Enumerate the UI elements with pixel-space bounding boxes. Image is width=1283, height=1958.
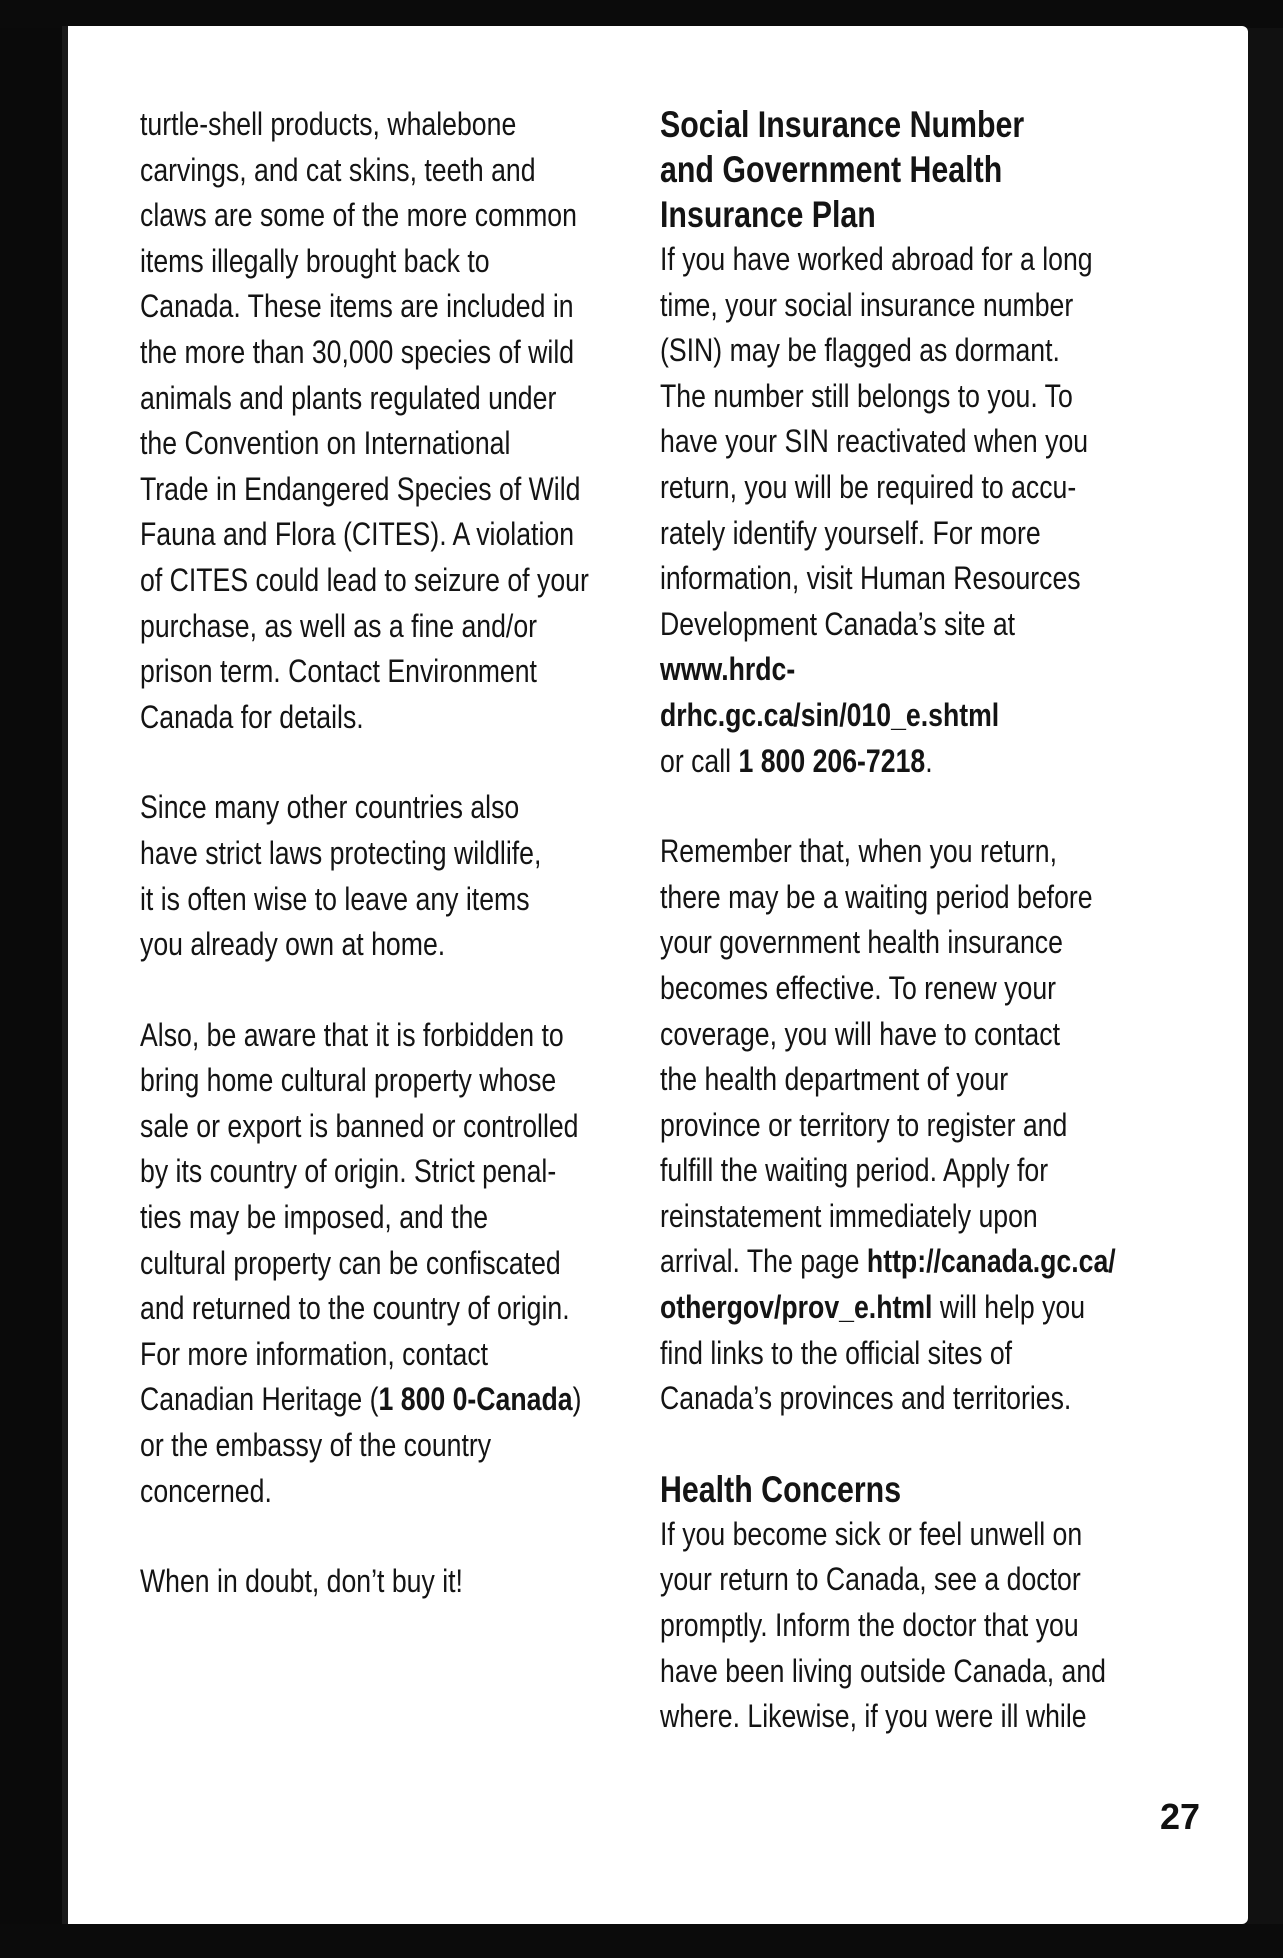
health-concerns-paragraph: If you become sick or feel unwell on your return to Canada, see a doctor promptly. Inform the doctor that you have been living outside Canada, and where. Likewise, if you were ill while [660, 1515, 1106, 1735]
cultural-property-text: Also, be aware that it is forbidden to bring home cultural property whose sale or export is banned or controlled by its country of origin. Strict penal- ties may be imposed, and the cultural property can be confiscated and returned to the country of origin. For more information, contact Canadian Heritage ( [140, 1016, 579, 1418]
right-column [660, 102, 1119, 1785]
wildlife-products-paragraph: turtle-shell products, whalebone carvings, and cat skins, teeth and claws are some of the more common items illegally brought back to Canada. These items are included in the more than 30,000 species of wild animals and plants regulated under the Convention on International Trade in Endangered Species of Wild Fauna and Flora (CITES). A violation of CITES could lead to seizure of your purchase, as well as a fine and/or prison term. Contact Environment Canada for details. [140, 106, 589, 735]
health-insurance-text-end: will help you find links to the official sites of Canada’s provinces and territories. [660, 1289, 1086, 1417]
scan-border-bottom [0, 1924, 1283, 1958]
when-in-doubt-paragraph: When in doubt, don’t buy it! [140, 1563, 463, 1600]
page-number: 27 [1159, 1796, 1200, 1837]
health-insurance-text: Remember that, when you return, there may be a waiting period before your government health insurance becomes effective. To renew your coverage, you will have to contact the health department of your province or territory to register and fulfill the waiting period. Apply for reinstatement immediately upon arrival. The page [660, 833, 1093, 1280]
document-page [62, 26, 1248, 1924]
scan-border-left [0, 0, 62, 1958]
sin-end-period: . [925, 742, 933, 779]
strict-laws-paragraph: Since many other countries also have strict laws protecting wildlife, it is often wise to leave any items you already own at home. [140, 789, 542, 963]
sin-call-text: or call [660, 742, 732, 779]
sin-text: If you have worked abroad for a long time, your social insurance number (SIN) may be flagged as dormant. The number still belongs to you. To have your SIN reactivated when you return, you will be required to accu- rately identify yourself. For more information, visit Human Resources Development Canada’s site at [660, 241, 1093, 642]
left-column [140, 102, 599, 1650]
binding-edge [62, 26, 68, 1924]
sin-paragraph [660, 237, 1119, 784]
health-concerns-heading: Health Concerns [660, 1468, 902, 1510]
sin-health-plan-heading: Social Insurance Number and Government Health Insurance Plan [660, 104, 1025, 235]
scan-border-right [1247, 0, 1283, 1958]
provinces-url[interactable]: http://canada.gc.ca/ othergov/prov_e.html [660, 1243, 1116, 1326]
cultural-property-text-end: ) or the embassy of the country concerned. [140, 1381, 582, 1509]
sin-phone-number: 1 800 206-7218 [738, 742, 926, 779]
canadian-heritage-phone: 1 800 0-Canada [378, 1381, 573, 1418]
scan-border-top [0, 0, 1283, 28]
hrdc-sin-url[interactable]: www.hrdc-drhc.gc.ca/sin/010_e.shtml [660, 651, 1000, 733]
health-insurance-paragraph [660, 829, 1119, 1422]
cultural-property-paragraph [140, 1013, 599, 1515]
